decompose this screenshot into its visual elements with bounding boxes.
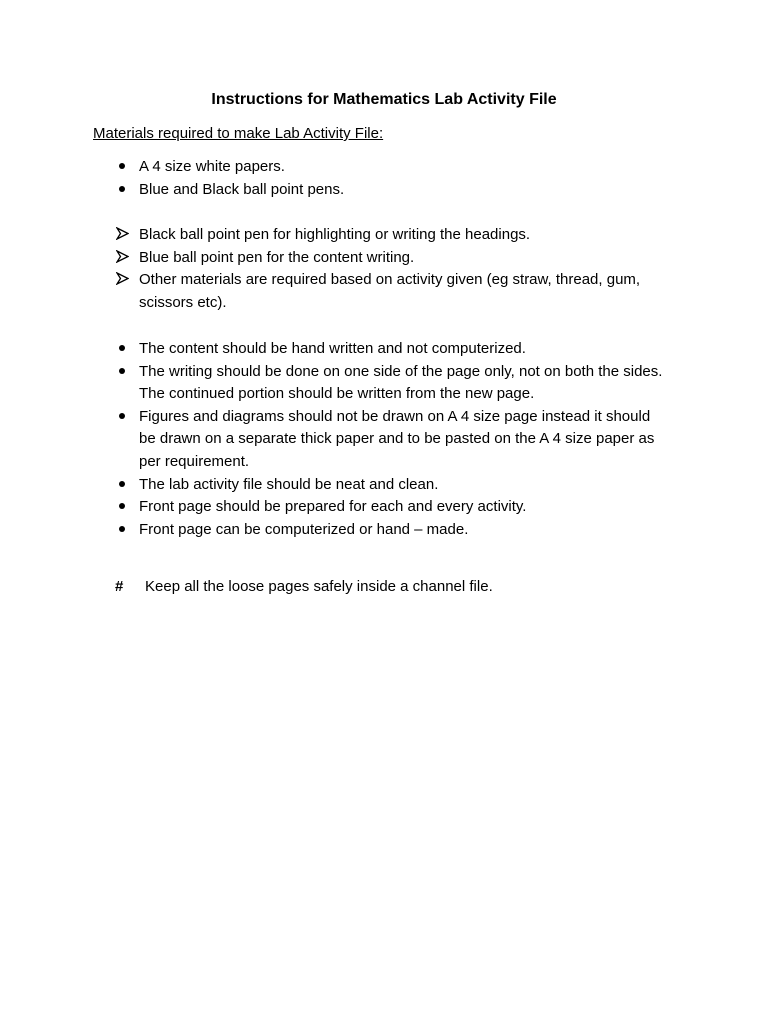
list-item xyxy=(0,361,768,406)
list-item-text: Front page can be computerized or hand – made. xyxy=(139,520,469,538)
list-item xyxy=(0,224,768,247)
list-item xyxy=(0,519,768,542)
pen-uses-list xyxy=(0,224,768,314)
list-item-text: Figures and diagrams should not be drawn on A 4 size page instead it should be drawn on a separate thick paper and to be pasted on the A 4 size paper as per requirement. xyxy=(139,407,655,470)
bullet-icon xyxy=(113,179,131,202)
list-item-text: Other materials are required based on activity given (eg straw, thread, gum, scissors etc). xyxy=(139,271,641,311)
list-item xyxy=(0,269,768,314)
bullet-icon xyxy=(113,496,131,519)
list-item xyxy=(0,247,768,270)
list-item xyxy=(0,179,768,202)
bullet-icon xyxy=(113,156,131,179)
rules-list xyxy=(0,338,768,541)
page-title: Instructions for Mathematics Lab Activity File xyxy=(211,91,557,108)
list-item xyxy=(0,156,768,179)
bullet-icon xyxy=(113,361,131,384)
list-item-text: The writing should be done on one side of the page only, not on both the sides. The continued portion should be written from the new page. xyxy=(139,362,663,403)
arrow-bullet-icon xyxy=(113,247,131,270)
bullet-icon xyxy=(113,338,131,361)
materials-heading: Materials required to make Lab Activity File: xyxy=(93,125,384,142)
note-text: Keep all the loose pages safely inside a channel file. xyxy=(145,578,493,595)
list-item xyxy=(0,338,768,361)
list-item-text: Blue ball point pen for the content writing. xyxy=(139,248,415,266)
bullet-icon xyxy=(113,474,131,497)
list-item xyxy=(0,474,768,497)
bullet-icon xyxy=(113,406,131,429)
list-item-text: Black ball point pen for highlighting or writing the headings. xyxy=(139,226,531,243)
list-item-text: Front page should be prepared for each and every activity. xyxy=(139,498,527,516)
note-line xyxy=(115,576,493,598)
materials-list xyxy=(0,156,768,201)
list-item-text: Blue and Black ball point pens. xyxy=(139,180,345,198)
note-symbol: # xyxy=(115,578,124,595)
arrow-bullet-icon xyxy=(113,224,131,247)
bullet-icon xyxy=(113,519,131,542)
list-item xyxy=(0,406,768,474)
list-item-text: The content should be hand written and not computerized. xyxy=(139,340,526,357)
list-item xyxy=(0,496,768,519)
list-item-text: The lab activity file should be neat and clean. xyxy=(139,475,439,493)
list-item-text: A 4 size white papers. xyxy=(139,158,285,175)
arrow-bullet-icon xyxy=(113,269,131,292)
